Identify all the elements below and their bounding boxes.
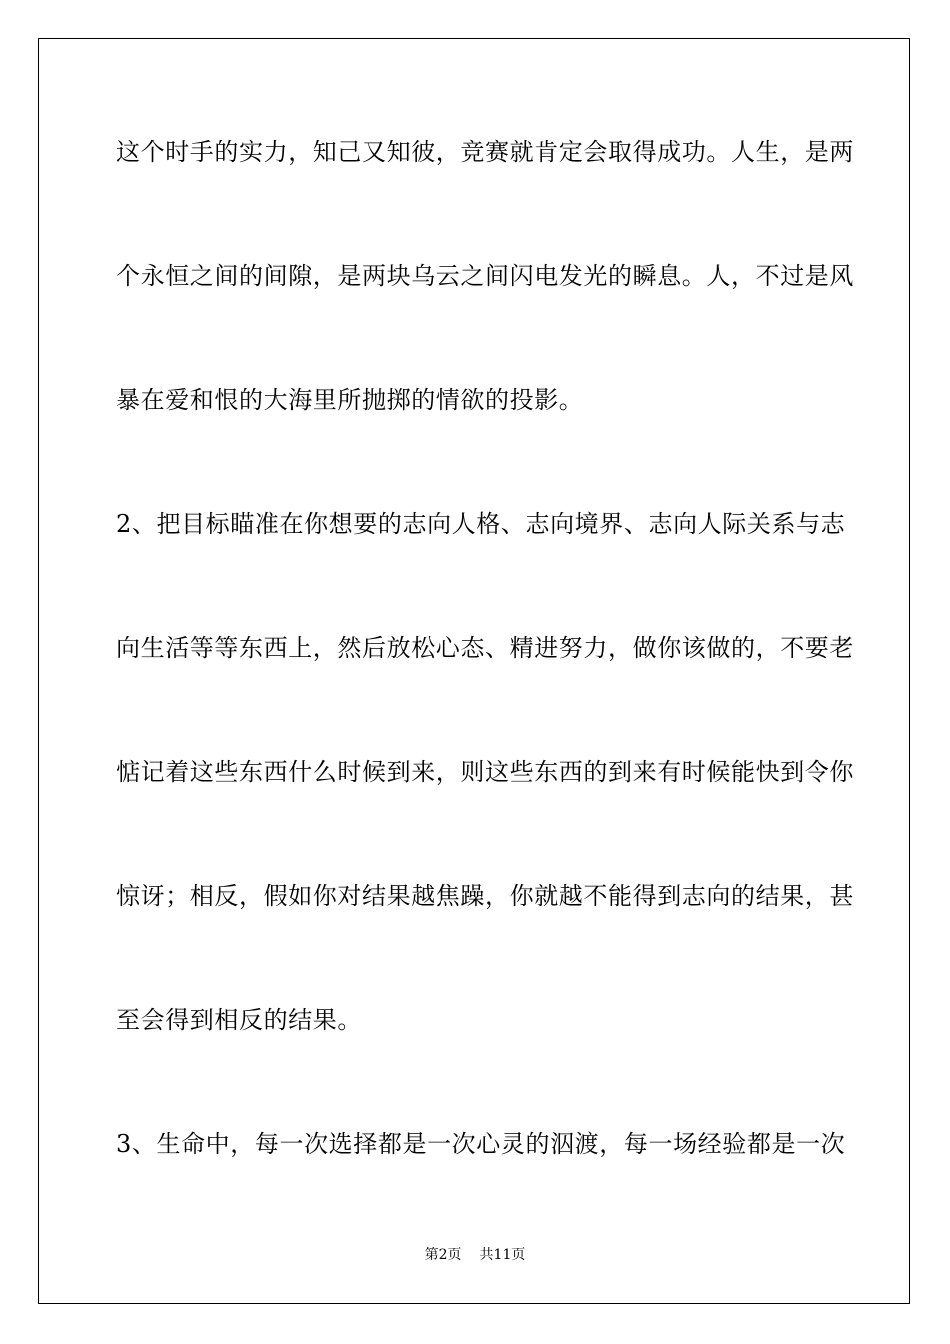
body-line-2: 个永恒之间的间隙，是两块乌云之间闪电发光的瞬息。人，不过是风 [116,262,854,290]
page-number: 第2页 [424,1247,462,1263]
body-line-5: 向生活等等东西上，然后放松心态、精进努力，做你该做的，不要老 [116,634,854,662]
body-line-6: 惦记着这些东西什么时候到来，则这些东西的到来有时候能快到令你 [116,758,854,786]
page-footer [0,1246,950,1264]
body-line-1: 这个时手的实力，知己又知彼，竞赛就肯定会取得成功。人生，是两 [116,138,854,166]
body-line-3: 暴在爱和恨的大海里所抛掷的情欲的投影。 [116,386,584,414]
body-line-9: 3、生命中，每一次选择都是一次心灵的泅渡，每一场经验都是一次 [116,1130,846,1158]
body-line-4: 2、把目标瞄准在你想要的志向人格、志向境界、志向人际关系与志 [116,510,846,538]
page-total: 共11页 [479,1247,526,1263]
body-line-8: 至会得到相反的结果。 [116,1006,362,1034]
page-frame [38,38,910,1304]
body-line-7: 惊讶；相反，假如你对结果越焦躁，你就越不能得到志向的结果，甚 [116,882,854,910]
